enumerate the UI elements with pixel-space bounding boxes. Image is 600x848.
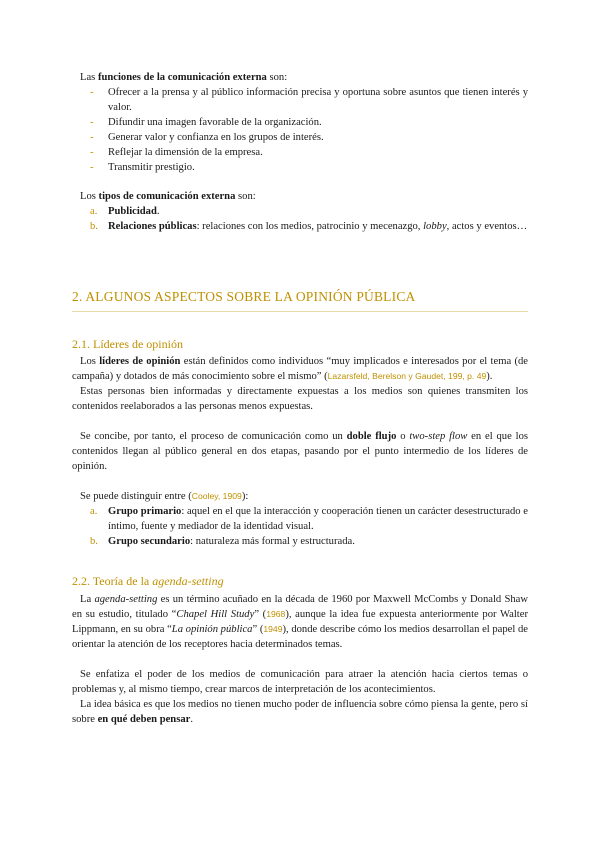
functions-intro-bold: funciones de la comunicación externa [97,72,267,83]
paragraph: La agenda-setting es un término acuñado en la década de 1960 por Maxwell McCombs y Donald Shaw en su estudio, titulado “Chapel Hill Study” (1968), aunque la idea fue expuesta anteriormente por Walter Lippmann, en su obra “La opinión pública” (1949), donde describe cómo los medios desarrollan el papel de orientar la atención de los receptores hacia determinados temas. [72,594,528,650]
list-item: a. Grupo primario: aquel en el que la interacción y cooperación tienen un carácter desestructurado e íntimo, fuente y mediador de la identidad visual. [90,506,528,532]
subsection-2-1-heading: 2.1. Líderes de opinión [72,337,183,351]
list-item: - Reflejar la dimensión de la empresa. [90,147,263,158]
functions-section [72,70,528,175]
section-2-heading: 2. ALGUNOS ASPECTOS SOBRE LA OPINIÓN PÚBLICA [72,289,416,304]
paragraph: Se concibe, por tanto, el proceso de comunicación como un doble flujo o two-step flow en el que los contenidos llegan al público general en dos etapas, pasando por el punto intermedio de los líderes de opinión. [72,431,528,472]
dash-bullet: - [90,132,94,143]
list-item: - Transmitir prestigio. [90,162,195,173]
list-item: - Generar valor y confianza en los grupos de interés. [90,132,324,143]
paragraph: La idea básica es que los medios no tienen mucho poder de influencia sobre cómo piensa la gente, pero sí sobre en qué deben pensar. [72,699,528,725]
section-divider [72,311,528,312]
paragraph: Se puede distinguir entre (Cooley, 1909): [80,491,249,502]
list-item: b. Relaciones públicas: relaciones con los medios, patrocinio y mecenazgo, lobby, actos y eventos… [90,221,528,232]
subsection-2-2-body [72,592,528,727]
paragraph: Se enfatiza el poder de los medios de comunicación para atraer la atención hacia ciertos temas o problemas y, al mismo tiempo, crear marcos de interpretación de los acontecimientos. [72,669,528,695]
citation: 1949 [263,624,283,634]
list-item: - Difundir una imagen favorable de la organización. [90,117,322,128]
dash-bullet: - [90,162,94,173]
list-item: - Ofrecer a la prensa y al público información precisa y oportuna sobre asuntos que tienen interés y valor. [90,87,528,113]
subsection-2-1-body [72,354,528,549]
paragraph: Los líderes de opinión están definidos como individuos “muy implicados e interesados por el tema (de campaña) y dotados de más conocimiento sobre el mismo” (Lazarsfeld, Berelson y Gaudet, 199, p. 49). [72,356,528,382]
dash-bullet: - [90,87,94,98]
dash-bullet: - [90,117,94,128]
citation: 1968 [266,609,286,619]
functions-intro: Las funciones de la comunicación externa son: [80,72,288,83]
dash-bullet: - [90,147,94,158]
groups-list [72,504,528,549]
types-list [72,204,528,234]
list-item: b. Grupo secundario: naturaleza más formal y estructurada. [90,536,355,547]
types-section [72,189,528,234]
subsection-2-2-heading: 2.2. Teoría de la agenda-setting [72,574,224,588]
functions-list [72,85,528,175]
paragraph: Estas personas bien informadas y directamente expuestas a los medios son quienes transmiten los contenidos reelaborados a las personas menos expuestas. [72,386,528,412]
list-item: a. Publicidad. [90,206,160,217]
citation: Lazarsfeld, Berelson y Gaudet, 199, p. 49 [327,371,487,381]
citation: Cooley, 1909 [191,491,242,501]
types-intro: Los tipos de comunicación externa son: [80,191,256,202]
